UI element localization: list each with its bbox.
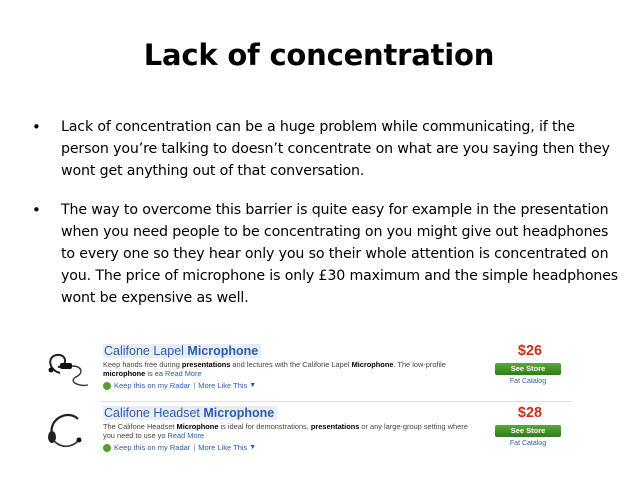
read-more-link[interactable]: Read More xyxy=(165,369,202,378)
product-row xyxy=(38,343,572,398)
product-title[interactable]: Califone Headset Microphone xyxy=(103,406,277,420)
bullet-item xyxy=(32,116,622,182)
divider: | xyxy=(193,381,196,390)
product-links xyxy=(103,381,256,390)
radar-icon xyxy=(103,444,111,452)
keep-on-radar-link[interactable]: Keep this on my Radar xyxy=(114,381,191,390)
divider: | xyxy=(193,443,196,452)
keep-on-radar-link[interactable]: Keep this on my Radar xyxy=(114,443,191,452)
bullet-text: Lack of concentration can be a huge problem while communicating, if the person you’re talking to doesn’t concentrate on what are you saying then they wont get anything out of that conversation. xyxy=(61,119,610,179)
product-title[interactable]: Califone Lapel Microphone xyxy=(103,344,261,358)
see-store-button[interactable]: See Store xyxy=(495,363,561,375)
read-more-link[interactable]: Read More xyxy=(167,431,205,440)
chevron-down-icon: ▼ xyxy=(249,382,257,389)
bullet-symbol: • xyxy=(32,201,41,219)
product-price: $26 xyxy=(517,343,543,359)
more-like-this-link[interactable]: More Like This xyxy=(198,381,248,390)
radar-icon xyxy=(103,382,111,390)
divider xyxy=(102,401,572,402)
product-description: The Califone Headset Microphone is ideal for demonstrations, presentations or any large-group setting where you need to use yo Read More xyxy=(103,422,468,440)
store-name-link[interactable]: Fat Catalog xyxy=(509,378,547,385)
product-description: Keep hands free during presentations and lectures with the Califone Lapel Microphone. The low-profile microphone is ea Read More xyxy=(103,360,446,378)
bullet-list xyxy=(32,116,622,309)
product-row xyxy=(38,405,572,460)
slide-title: Lack of concentration xyxy=(143,38,495,72)
lapel-microphone-icon xyxy=(38,343,98,395)
store-name-link[interactable]: Fat Catalog xyxy=(509,440,547,447)
more-like-this-link[interactable]: More Like This xyxy=(198,443,248,452)
product-listing-image xyxy=(38,343,572,460)
product-price: $28 xyxy=(517,405,543,421)
bullet-symbol: • xyxy=(32,118,41,136)
product-links xyxy=(103,443,256,452)
headset-microphone-icon xyxy=(38,405,98,457)
chevron-down-icon: ▼ xyxy=(249,444,257,451)
bullet-text: The way to overcome this barrier is quite easy for example in the presentation when you need people to be concentrating on you might give out headphones to every one so they hear only you so their whole attention is concentrated on you. The price of microphone is only £30 maximum and the simple headphones wont be expensive as well. xyxy=(61,202,619,306)
see-store-button[interactable]: See Store xyxy=(495,425,561,437)
bullet-item xyxy=(32,199,622,309)
